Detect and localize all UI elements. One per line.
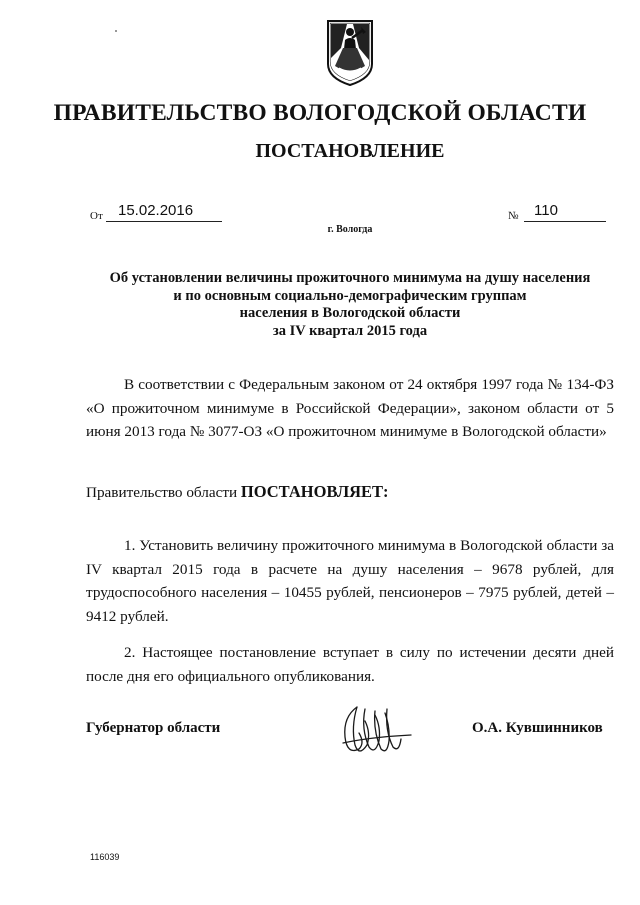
government-title: ПРАВИТЕЛЬСТВО ВОЛОГОДСКОЙ ОБЛАСТИ	[53, 100, 587, 126]
decree-line	[86, 480, 614, 505]
document-type: ПОСТАНОВЛЕНИЕ	[255, 140, 445, 162]
date-label: От	[90, 210, 103, 222]
footer-code: 116039	[90, 852, 120, 862]
preamble-paragraph: В соответствии с Федеральным законом от 24 октября 1997 года № 134-ФЗ «О прожиточном минимуме в Российской Федерации», законом области от 5 июня 2013 года № 3077-ОЗ «О прожиточном минимуме в Вологодской области»	[86, 376, 614, 440]
signatory-name: О.А. Кувшинников	[472, 720, 603, 736]
subject-line: Об установлении величины прожиточного минимума на душу населения	[109, 270, 591, 286]
subject-line: и по основным социально-демографическим группам	[173, 287, 527, 304]
signatory-role: Губернатор области	[86, 720, 221, 736]
decree-item-1: 1. Установить величину прожиточного минимума в Вологодской области за IV квартал 2015 года в расчете на душу населения – 9678 рублей, для трудоспособного населения – 10455 рублей, пенсионеров – 7975 рублей, детей – 9412 рублей.	[86, 537, 614, 625]
subject-line: населения в Вологодской области	[239, 305, 461, 321]
decree-prefix: Правительство области	[86, 484, 241, 501]
decree-word: ПОСТАНОВЛЯЕТ:	[240, 482, 389, 501]
number-label: №	[508, 210, 519, 222]
document-number: 110	[524, 201, 606, 222]
coat-of-arms-emblem	[325, 18, 375, 88]
handwritten-signature	[335, 697, 417, 765]
document-subject	[60, 270, 640, 340]
city-line: г. Вологда	[327, 224, 373, 235]
document-date: 15.02.2016	[106, 201, 222, 222]
decree-item-2: 2. Настоящее постановление вступает в силу по истечении десяти дней после дня его официального опубликования.	[86, 644, 614, 685]
scan-speck	[115, 30, 117, 32]
subject-line: за IV квартал 2015 года	[272, 322, 428, 339]
